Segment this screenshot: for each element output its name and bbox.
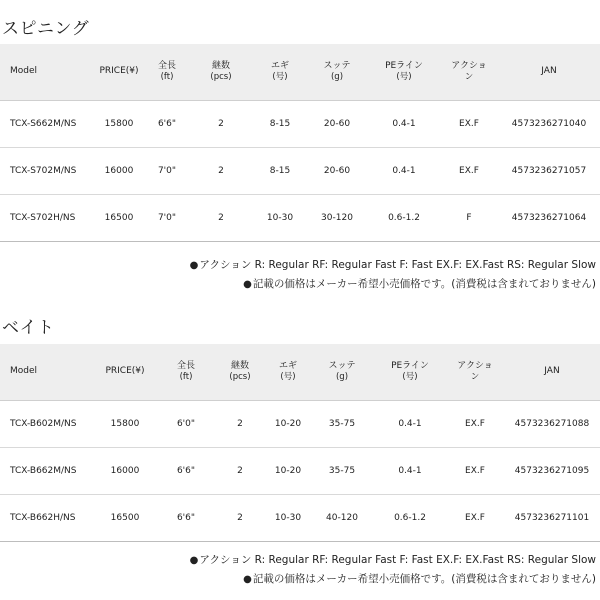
bullet-icon: ●	[243, 574, 252, 585]
table-header-row	[0, 344, 600, 400]
cell-model: TCX-B602M/NS	[10, 418, 77, 429]
cell-length: 6'6"	[157, 118, 177, 129]
cell-action: EX.F	[465, 512, 485, 523]
cell-pe-line: 0.4-1	[398, 418, 422, 429]
header-price: PRICE(¥)	[105, 366, 145, 377]
spinning-section-title: スピニング	[2, 19, 90, 39]
header-pieces: 継数 (pcs)	[210, 60, 232, 82]
cell-egi: 10-30	[274, 512, 302, 523]
cell-sutte: 35-75	[328, 465, 356, 476]
cell-model: TCX-S702H/NS	[10, 212, 76, 223]
cell-jan: 4573236271040	[511, 118, 587, 129]
header-action: アクショ ン	[451, 60, 487, 82]
header-sutte: スッテ (g)	[323, 60, 351, 82]
table-row	[0, 494, 600, 541]
cell-price: 15800	[110, 418, 140, 429]
bullet-icon: ●	[243, 279, 252, 290]
table-row	[0, 400, 600, 447]
cell-jan: 4573236271095	[514, 465, 590, 476]
cell-egi: 8-15	[269, 118, 291, 129]
header-pe-line: PEライン (号)	[385, 60, 423, 82]
table-row	[0, 447, 600, 494]
cell-model: TCX-B662H/NS	[10, 512, 76, 523]
header-jan: JAN	[541, 66, 557, 77]
action-legend-note: ●アクション R: Regular RF: Regular Fast F: Fast EX.F: EX.Fast RS: Regular Slow	[189, 554, 596, 566]
cell-model: TCX-S702M/NS	[10, 165, 77, 176]
cell-length: 7'0"	[157, 165, 177, 176]
cell-pieces: 2	[218, 212, 224, 223]
cell-length: 6'0"	[176, 418, 196, 429]
bullet-icon: ●	[189, 555, 199, 566]
cell-action: EX.F	[459, 165, 479, 176]
header-sutte: スッテ (g)	[328, 360, 356, 382]
cell-egi: 10-20	[274, 418, 302, 429]
header-model: Model	[10, 66, 38, 77]
cell-sutte: 40-120	[326, 512, 358, 523]
cell-egi: 10-20	[274, 465, 302, 476]
table-header-row	[0, 44, 600, 100]
cell-action: EX.F	[459, 118, 479, 129]
cell-jan: 4573236271101	[514, 512, 590, 523]
table-row	[0, 194, 600, 241]
table-row	[0, 100, 600, 147]
cell-pieces: 2	[237, 465, 243, 476]
cell-length: 7'0"	[157, 212, 177, 223]
table-row	[0, 147, 600, 194]
cell-action: EX.F	[465, 465, 485, 476]
header-egi: エギ (号)	[278, 360, 297, 382]
cell-action: EX.F	[465, 418, 485, 429]
cell-egi: 10-30	[266, 212, 294, 223]
cell-model: TCX-B662M/NS	[10, 465, 77, 476]
cell-pieces: 2	[237, 512, 243, 523]
header-model: Model	[10, 366, 38, 377]
price-note: ●記載の価格はメーカー希望小売価格です。(消費税は含まれておりません)	[243, 278, 596, 290]
cell-jan: 4573236271064	[511, 212, 587, 223]
cell-pieces: 2	[237, 418, 243, 429]
action-legend-note: ●アクション R: Regular RF: Regular Fast F: Fast EX.F: EX.Fast RS: Regular Slow	[189, 259, 596, 271]
header-action: アクショ ン	[457, 360, 493, 382]
cell-pe-line: 0.4-1	[392, 118, 416, 129]
cell-price: 15800	[104, 118, 134, 129]
cell-sutte: 20-60	[323, 165, 351, 176]
cell-egi: 8-15	[269, 165, 291, 176]
cell-pe-line: 0.4-1	[392, 165, 416, 176]
cell-price: 16500	[110, 512, 140, 523]
cell-sutte: 30-120	[321, 212, 353, 223]
header-length: 全長 (ft)	[157, 60, 176, 82]
cell-length: 6'6"	[176, 512, 196, 523]
cell-jan: 4573236271057	[511, 165, 587, 176]
header-pe-line: PEライン (号)	[391, 360, 429, 382]
cell-sutte: 20-60	[323, 118, 351, 129]
cell-pe-line: 0.6-1.2	[394, 512, 426, 523]
cell-price: 16000	[104, 165, 134, 176]
cell-price: 16500	[104, 212, 134, 223]
bullet-icon: ●	[189, 260, 199, 271]
header-length: 全長 (ft)	[176, 360, 195, 382]
bait-section-title: ベイト	[2, 318, 55, 338]
cell-pe-line: 0.4-1	[398, 465, 422, 476]
cell-length: 6'6"	[176, 465, 196, 476]
header-pieces: 継数 (pcs)	[229, 360, 251, 382]
header-jan: JAN	[544, 366, 560, 377]
cell-sutte: 35-75	[328, 418, 356, 429]
cell-pe-line: 0.6-1.2	[388, 212, 420, 223]
header-egi: エギ (号)	[270, 60, 289, 82]
header-price: PRICE(¥)	[99, 66, 139, 77]
cell-action: F	[466, 212, 472, 223]
spinning-spec-table	[0, 44, 600, 242]
price-note: ●記載の価格はメーカー希望小売価格です。(消費税は含まれておりません)	[243, 573, 596, 585]
cell-model: TCX-S662M/NS	[10, 118, 77, 129]
cell-price: 16000	[110, 465, 140, 476]
cell-pieces: 2	[218, 165, 224, 176]
cell-jan: 4573236271088	[514, 418, 590, 429]
bait-spec-table	[0, 344, 600, 542]
cell-pieces: 2	[218, 118, 224, 129]
